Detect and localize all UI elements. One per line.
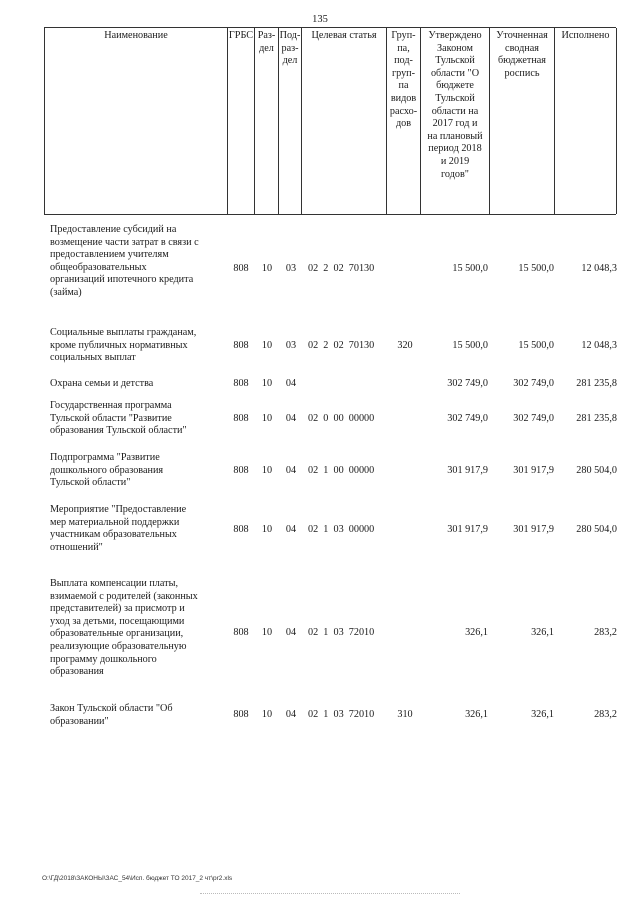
row-razdel: 10 <box>261 524 273 535</box>
row-tselevaya: 02 1 00 00000 <box>308 465 375 476</box>
row-utochnennaya: 15 500,0 <box>518 263 554 274</box>
row-ispolneno: 281 235,8 <box>576 378 617 389</box>
row-utochnennaya: 326,1 <box>531 627 554 638</box>
header-podrazdel: Под- раз- дел <box>279 28 302 214</box>
row-utochnennaya: 326,1 <box>531 709 554 720</box>
row-utverzhdeno: 15 500,0 <box>452 263 488 274</box>
row-grbs: 808 <box>233 709 249 720</box>
header-vid: Груп- па, под- груп- па видов расхо- дов <box>387 28 421 214</box>
row-ispolneno: 283,2 <box>594 709 617 720</box>
row-grbs: 808 <box>233 465 249 476</box>
row-podrazdel: 04 <box>285 378 297 389</box>
row-ispolneno: 283,2 <box>594 627 617 638</box>
row-utochnennaya: 301 917,9 <box>513 465 554 476</box>
row-name: Закон Тульской области "Об образовании" <box>50 703 173 727</box>
row-name: Мероприятие "Предоставление мер материальной поддержки участникам образовательных отношений" <box>50 504 187 553</box>
row-razdel: 10 <box>261 413 273 424</box>
row-ispolneno: 280 504,0 <box>576 524 617 535</box>
row-razdel: 10 <box>261 263 273 274</box>
footer-divider <box>200 893 460 897</box>
row-utochnennaya: 15 500,0 <box>518 340 554 351</box>
row-ispolneno: 281 235,8 <box>576 413 617 424</box>
footer-file-path: O:\ГД\2018\ЗАКОНЫ\ЗАС_54\Исп. бюджет ТО 2017_2 чт\pr2.xls <box>42 875 233 882</box>
row-tselevaya: 02 1 03 00000 <box>308 524 375 535</box>
row-grbs: 808 <box>233 627 249 638</box>
header-utverzhdeno: Утверждено Законом Тульской области "О бюджете Тульской области на 2017 год и на плановый период 2018 и 2019 годов" <box>421 28 490 214</box>
row-utverzhdeno: 302 749,0 <box>447 413 488 424</box>
row-razdel: 10 <box>261 340 273 351</box>
header-utochnennaya: Уточненная сводная бюджетная роспись <box>490 28 555 214</box>
row-tselevaya: 02 0 00 00000 <box>308 413 375 424</box>
row-podrazdel: 04 <box>285 627 297 638</box>
row-tselevaya: 02 2 02 70130 <box>308 263 375 274</box>
row-name: Предоставление субсидий на возмещение части затрат в связи с предоставлением учителям общеобразовательных организаций ипотечного кредита (займа) <box>50 224 199 298</box>
row-vid: 320 <box>397 340 413 351</box>
header-razdel: Раз- дел <box>255 28 279 214</box>
row-ispolneno: 280 504,0 <box>576 465 617 476</box>
row-name: Охрана семьи и детства <box>50 378 154 389</box>
row-name: Государственная программа Тульской области "Развитие образования Тульской области" <box>50 400 187 437</box>
row-grbs: 808 <box>233 340 249 351</box>
row-utverzhdeno: 326,1 <box>465 627 488 638</box>
row-razdel: 10 <box>261 465 273 476</box>
header-name: Наименование <box>45 28 228 214</box>
row-ispolneno: 12 048,3 <box>581 340 617 351</box>
row-tselevaya: 02 1 03 72010 <box>308 709 375 720</box>
header-ispolneno: Исполнено <box>555 28 617 214</box>
header-tselevaya: Целевая статья <box>302 28 387 214</box>
row-tselevaya: 02 2 02 70130 <box>308 340 375 351</box>
row-name: Выплата компенсации платы, взимаемой с родителей (законных представителей) за присмотр и уход за детьми, посещающими образовательные организации, реализующие образовательную программу дошкольного образования <box>50 578 198 678</box>
row-podrazdel: 04 <box>285 413 297 424</box>
row-tselevaya: 02 1 03 72010 <box>308 627 375 638</box>
row-ispolneno: 12 048,3 <box>581 263 617 274</box>
row-utochnennaya: 302 749,0 <box>513 378 554 389</box>
row-razdel: 10 <box>261 627 273 638</box>
row-podrazdel: 04 <box>285 465 297 476</box>
row-utverzhdeno: 15 500,0 <box>452 340 488 351</box>
row-utverzhdeno: 301 917,9 <box>447 524 488 535</box>
row-grbs: 808 <box>233 378 249 389</box>
row-grbs: 808 <box>233 413 249 424</box>
row-razdel: 10 <box>261 378 273 389</box>
row-utverzhdeno: 301 917,9 <box>447 465 488 476</box>
page-number: 135 <box>312 14 328 25</box>
row-podrazdel: 04 <box>285 709 297 720</box>
row-utverzhdeno: 302 749,0 <box>447 378 488 389</box>
row-utochnennaya: 301 917,9 <box>513 524 554 535</box>
row-grbs: 808 <box>233 263 249 274</box>
row-podrazdel: 03 <box>285 263 297 274</box>
row-grbs: 808 <box>233 524 249 535</box>
row-utochnennaya: 302 749,0 <box>513 413 554 424</box>
row-podrazdel: 03 <box>285 340 297 351</box>
row-podrazdel: 04 <box>285 524 297 535</box>
row-razdel: 10 <box>261 709 273 720</box>
row-name: Подпрограмма "Развитие дошкольного образования Тульской области" <box>50 452 164 489</box>
header-grbs: ГРБС <box>228 28 255 214</box>
row-vid: 310 <box>397 709 413 720</box>
row-utverzhdeno: 326,1 <box>465 709 488 720</box>
table-header <box>44 27 616 215</box>
row-name: Социальные выплаты гражданам, кроме публичных нормативных социальных выплат <box>50 327 197 364</box>
